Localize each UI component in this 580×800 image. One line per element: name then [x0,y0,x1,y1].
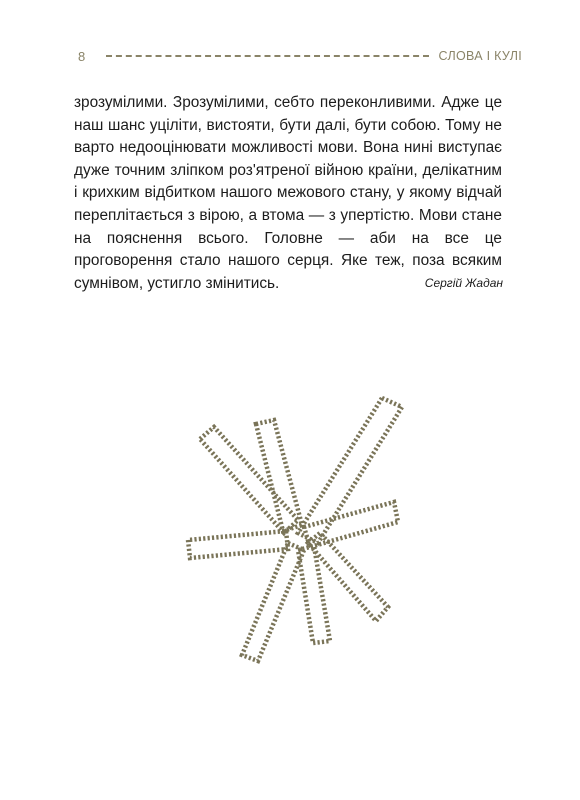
ornament-arm-top-right [298,398,402,543]
body-paragraph: зрозумілими. Зрозумілими, себто переконливими. Адже це наш шанс уціліти, вистояти, бути далі, бути собою. Тому не варто недооцінювати можливості мови. Вона нині виступає дуже точним зліпком роз'ятреної війною країни, делікатним і крихким відбитком нашого межового стану, у якому відчай переплітається з вірою, а втома — з упертістю. Мови стане на пояснення всього. Головне — аби на все це проговорення стало нашого серця. Яке теж, поза всяким сумнівом, устигло змінитись. [74,94,502,292]
author-signature: Сергій Жадан [424,276,503,290]
ornament-arm-bottom [298,546,330,643]
asterisk-star-icon [170,375,410,675]
ornament-arm-top-left [200,427,298,533]
page-header [78,46,522,66]
ornament-arm-right [304,502,398,547]
header-dashed-divider [106,55,429,57]
running-title: СЛОВА І КУЛІ [438,49,522,63]
ornament-arm-left [188,531,288,558]
page-number: 8 [78,48,86,64]
ornament-arm-bottom-left [242,543,304,661]
